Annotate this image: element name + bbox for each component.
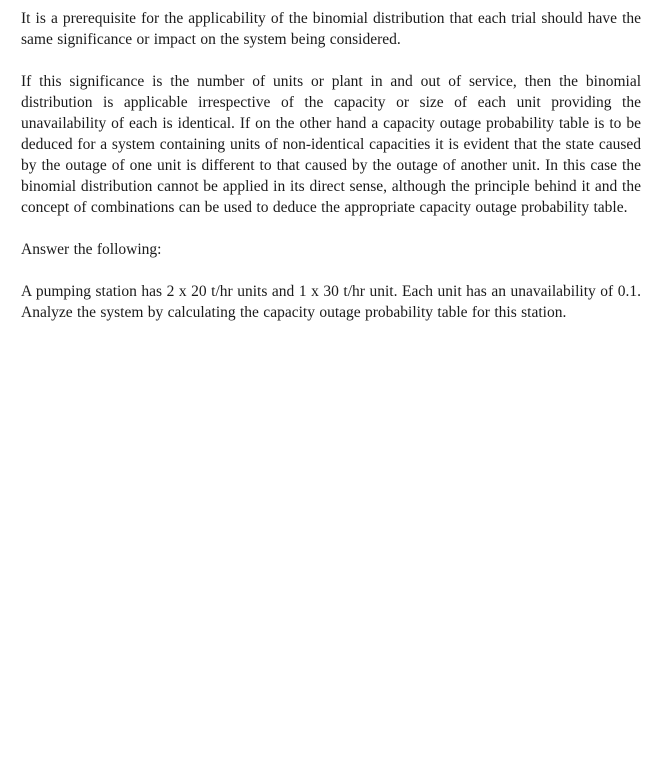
paragraph-answer-prompt: Answer the following: [21,241,162,258]
paragraph-capacity-outage-explanation: If this significance is the number of units or plant in and out of service, then the binomial distribution is applicable irrespective of the capacity or size of each unit providing the unavailability of each is identical. If on the other hand a capacity outage probability table is to be deduced for a system containing units of non-identical capacities it is evident that the state caused by the outage of one unit is different to that caused by the outage of another unit. In this case the binomial distribution cannot be applied in its direct sense, although the principle behind it and the concept of combinations can be used to deduce the appropriate capacity outage probability table. [21,73,641,216]
paragraph-pumping-station-question: A pumping station has 2 x 20 t/hr units and 1 x 30 t/hr unit. Each unit has an unavailability of 0.1. Analyze the system by calculating the capacity outage probability table for this station. [21,283,641,321]
paragraph-binomial-prerequisite: It is a prerequisite for the applicability of the binomial distribution that each trial should have the same significance or impact on the system being considered. [21,10,641,48]
